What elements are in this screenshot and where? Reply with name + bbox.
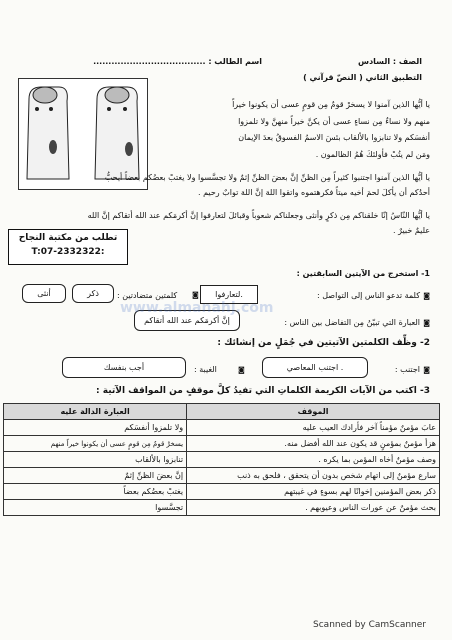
scanner-footer: Scanned by CamScanner	[313, 620, 426, 630]
verse-line-8: عليمٌ خبيرٌ .	[393, 226, 430, 235]
verse-line-2: منهم ولا نساءٌ مِن نساءٍ عسى أن يكنَّ خيراً منهنَّ ولا تلمزوا	[238, 117, 430, 126]
q1-item1-label: كلمة تدعو الناس إلى التواصل :	[317, 291, 420, 300]
q2-word1-answer-box[interactable]	[262, 357, 368, 378]
q1-item2-answer-a-box[interactable]	[72, 284, 114, 303]
q3-title: 3- اكتب من الآيات الكريمة الكلماتِ التي تفيدُ كلَّ موقفٍ من المواقف الآتية :	[96, 386, 430, 396]
q1-item1-answer: لتعارفوا.	[215, 290, 243, 299]
situation-cell: بحث مؤمنٌ عن عورات الناس وعيوبهم .	[187, 500, 440, 516]
bullet-icon: ◙	[423, 366, 430, 374]
situation-cell: وصف مؤمنٌ أخاه المؤمن بما يكره .	[187, 452, 440, 468]
verse-line-6: أحدُكم أن يأكلَ لحمَ أخيه ميتاً فكرهتموه واتقوا اللهَ إنَّ اللهَ توابٌ رحيم .	[198, 188, 430, 197]
q2-word2-answer: أجب بنفسك	[103, 363, 145, 372]
verse-line-3: أنفسَكم ولا تنابزوا بالألقاب بئسَ الاسمُ الفسوقُ بعدَ الإيمان	[238, 133, 430, 142]
q1-item3-answer: إنَّ أكرمَكم عند الله أتقاكم	[144, 316, 230, 325]
col-situation-header: الموقف	[187, 404, 440, 420]
q2-word1-answer: اجتنب المعاصي .	[286, 363, 344, 372]
q1-item2-answer-b: أنثى	[37, 289, 51, 298]
stamp-line-1: تطلب من مكتبة النجاح	[18, 233, 118, 243]
phrase-cell[interactable]: تجسَّسوا	[4, 500, 187, 516]
q2-word1-label: اجتنب :	[394, 365, 420, 374]
verse-line-7: يا أيُّها النّاسُ إنّا خلقناكم مِن ذكرٍ وأنثى وجعلناكم شعوباً وقبائلَ لتعارفوا إنَّ أكرمَكم عند الله أتقاكم إنَّ الله	[87, 211, 430, 220]
phrase-cell[interactable]: يسخرْ قومٌ مِن قومٍ عسى أن يكونوا خيراً منهم	[4, 436, 187, 452]
situation-cell: سارع مؤمنٌ إلى اتهام شخص بدون أن يتحقق ، فلحق به ذنب	[187, 468, 440, 484]
situation-cell: ذكر بعض المؤمنين إخوانًا لهم بسوءٍ في غيبتهم	[187, 484, 440, 500]
table-header-row	[4, 404, 440, 420]
student-name-label: اسم الطالب : .....................................	[93, 57, 262, 66]
table-row	[4, 468, 440, 484]
table-row	[4, 452, 440, 468]
bullet-icon: ◙	[192, 291, 199, 299]
table-row	[4, 420, 440, 436]
phrase-cell[interactable]: ولا تلمزوا أنفسَكم	[4, 420, 187, 436]
stamp-line-2: T:07-2332322:	[31, 247, 105, 257]
q1-title: 1- استخرج من الآيتين السابقتين :	[296, 269, 430, 278]
q2-word2-label: الغيبة :	[194, 365, 217, 374]
situations-table	[3, 403, 440, 516]
grade-label: الصف : السادس	[358, 57, 422, 66]
bullet-icon: ◙	[423, 319, 430, 327]
q2-title: 2- وظِّف الكلمتين الآتيتين في جُمَلٍ من إنشائك :	[217, 338, 430, 348]
col-phrase-header: العبارة الدالة عليه	[4, 404, 187, 420]
phrase-cell[interactable]: يغتبْ بعضُكم بعضاً	[4, 484, 187, 500]
q2-word2-answer-box[interactable]	[62, 357, 186, 378]
verse-line-5: يا أيُّها الذين آمنوا اجتنبوا كثيراً مِن الظنِّ إنَّ بعضَ الظنِّ إثمٌ ولا تجسَّسوا ولا يغتبْ بعضُكم بعضاً أيحبُّ	[104, 173, 430, 182]
q1-item2-answer-b-box[interactable]	[22, 284, 66, 303]
bookstore-stamp	[8, 229, 128, 265]
situation-cell: هزأ مؤمنٌ بمؤمنٍ قد يكون عند الله أفضل منه.	[187, 436, 440, 452]
q1-item2-label: كلمتين متضادتين :	[117, 291, 178, 300]
bullet-icon: ◙	[238, 366, 245, 374]
verse-line-4: ومَن لم يتُبْ فأولئكَ هُمُ الظالمون .	[315, 150, 430, 159]
table-row	[4, 500, 440, 516]
situation-cell: عابَ مؤمنٌ مؤمناً آخر فأرادك العيب عليه	[187, 420, 440, 436]
phrase-cell[interactable]: إنَّ بعضَ الظنِّ إثمٌ	[4, 468, 187, 484]
table-row	[4, 484, 440, 500]
phrase-cell[interactable]: تنابزوا بالألقاب	[4, 452, 187, 468]
activity-title: التطبيق الثاني ( النصّ قرآني )	[303, 73, 422, 82]
q1-item2-answer-a: ذكر	[87, 289, 99, 298]
q1-item3-label: العبارة التي تبيّنُ مِن التفاضل بين الناس :	[284, 318, 420, 327]
watermark: www.almanahj.com	[120, 300, 274, 316]
table-row	[4, 436, 440, 452]
verse-line-1: يا أيُّها الذين آمنوا لا يسخرْ قومٌ مِن قومٍ عسى أن يكونوا خيراً	[232, 100, 430, 109]
bullet-icon: ◙	[423, 292, 430, 300]
